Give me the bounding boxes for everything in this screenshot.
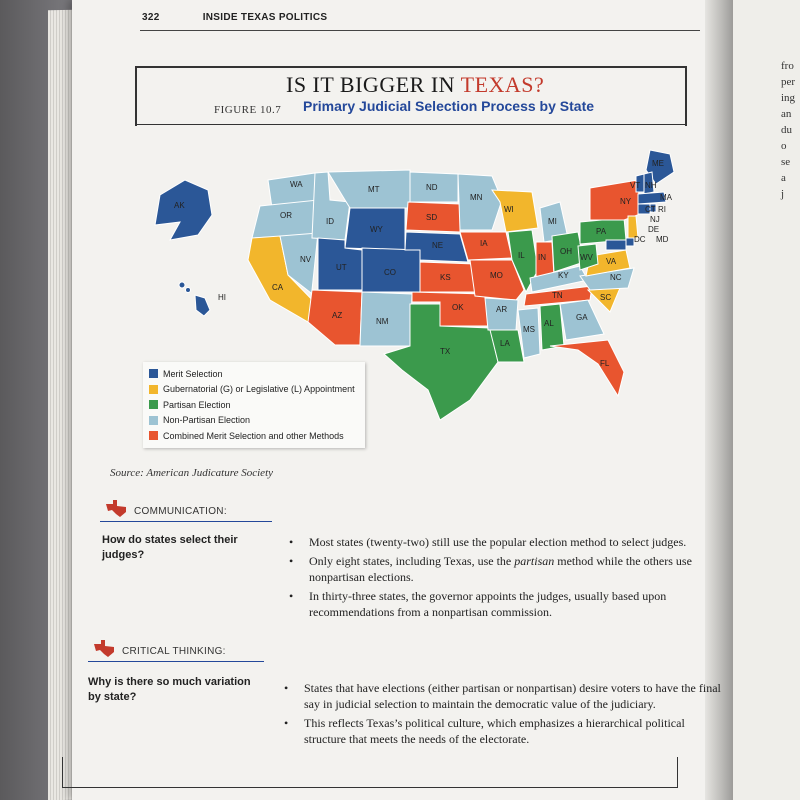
legend-swatch xyxy=(149,416,158,425)
state-label: WI xyxy=(504,205,514,214)
state-label: AK xyxy=(174,201,185,210)
facing-text: per xyxy=(781,76,796,88)
state-label: ME xyxy=(652,159,664,168)
state-label: TN xyxy=(552,291,563,300)
state-label: NY xyxy=(620,197,632,206)
state-label: CO xyxy=(384,268,396,277)
running-head xyxy=(142,12,327,23)
state-HI xyxy=(195,295,210,316)
figure-title-highlight: TEXAS? xyxy=(460,72,545,97)
state-label: MS xyxy=(523,325,535,334)
section-rule xyxy=(100,521,272,522)
state-label: CT xyxy=(645,205,656,214)
state-label: NH xyxy=(645,181,657,190)
state-label: NJ xyxy=(650,215,660,224)
state-label: SD xyxy=(426,213,438,222)
facing-page xyxy=(733,0,800,800)
state-AK xyxy=(155,180,212,240)
figure-source: Source: American Judicature Society xyxy=(110,467,274,479)
bullet-item xyxy=(309,553,709,585)
page-number: 322 xyxy=(142,12,160,23)
state-label: DC xyxy=(634,235,646,244)
section-rule xyxy=(88,661,264,662)
bullet-item: • This reflects Texas’s political culture, which emphasizes a hierarchical political structure that meets the needs of the electorate. xyxy=(304,715,724,747)
section-heading: COMMUNICATION: xyxy=(134,506,227,517)
state-HI-islands xyxy=(186,288,191,293)
state-label: DE xyxy=(648,225,660,234)
legend-item xyxy=(149,413,359,429)
state-label: WA xyxy=(290,180,303,189)
state-label: GA xyxy=(576,313,588,322)
state-label: HI xyxy=(218,293,226,302)
facing-text: j xyxy=(781,188,785,200)
state-label: IL xyxy=(518,251,525,260)
state-label: ND xyxy=(426,183,438,192)
facing-text: a xyxy=(781,172,786,184)
state-label: TX xyxy=(440,347,451,356)
state-label: WV xyxy=(580,253,593,262)
state-label: SC xyxy=(600,293,612,302)
legend-label: Combined Merit Selection and other Methods xyxy=(163,430,344,441)
state-label: MI xyxy=(548,217,557,226)
state-MN xyxy=(458,174,502,230)
bullet-list xyxy=(309,534,709,623)
state-label: NV xyxy=(300,255,312,264)
legend-swatch xyxy=(149,431,158,440)
legend-item xyxy=(149,366,359,382)
state-label: UT xyxy=(336,263,347,272)
figure-label: FIGURE 10.7 xyxy=(214,104,282,116)
state-label: AL xyxy=(544,319,554,328)
state-label: CA xyxy=(272,283,284,292)
facing-text: o xyxy=(781,140,787,152)
state-label: MN xyxy=(470,193,483,202)
legend-label: Partisan Election xyxy=(163,399,231,410)
legend-swatch xyxy=(149,369,158,378)
bullet-item: • In thirty-three states, the governor appoints the judges, usually based upon recommendations from a nonpartisan commission. xyxy=(309,588,709,620)
state-label: KY xyxy=(558,271,569,280)
state-label: NM xyxy=(376,317,389,326)
figure-title xyxy=(286,72,544,98)
state-label: OR xyxy=(280,211,292,220)
header-rule xyxy=(140,30,700,31)
legend-label: Non-Partisan Election xyxy=(163,415,251,426)
state-DE xyxy=(626,238,634,246)
texas-icon xyxy=(92,640,116,658)
bullet-text: method while the others use nonpartisan elections. xyxy=(309,554,692,584)
figure-frame-rule xyxy=(135,124,685,125)
state-HI-islands xyxy=(179,282,185,288)
legend-swatch xyxy=(149,400,158,409)
state-label: OH xyxy=(560,247,572,256)
section-heading: CRITICAL THINKING: xyxy=(122,646,226,657)
state-label: WY xyxy=(370,225,383,234)
section-question: Why is there so much variation by state? xyxy=(88,676,251,703)
state-label: KS xyxy=(440,273,451,282)
legend-label: Merit Selection xyxy=(163,368,223,379)
state-label: MT xyxy=(368,185,380,194)
figure-title-text: IS IT BIGGER IN xyxy=(286,72,461,97)
state-label: NE xyxy=(432,241,444,250)
state-label: AR xyxy=(496,305,508,314)
legend-label: Gubernatorial (G) or Legislative (L) Appointment xyxy=(163,384,355,395)
legend-item xyxy=(149,428,359,444)
state-label: MD xyxy=(656,235,669,244)
book-title: INSIDE TEXAS POLITICS xyxy=(202,12,328,23)
state-label: OK xyxy=(452,303,464,312)
figure-caption: Primary Judicial Selection Process by State xyxy=(303,98,595,114)
facing-text: an xyxy=(781,108,792,120)
bullet-text: Only eight states, including Texas, use the xyxy=(309,554,512,568)
state-label: FL xyxy=(600,359,610,368)
state-AR xyxy=(485,298,518,330)
state-label: AZ xyxy=(332,311,343,320)
facing-text: du xyxy=(781,124,792,136)
legend-swatch xyxy=(149,385,158,394)
state-label: MA xyxy=(660,193,672,202)
state-label: VA xyxy=(606,257,617,266)
texas-icon xyxy=(104,500,128,518)
bottom-frame xyxy=(62,757,678,788)
facing-text: fro xyxy=(781,60,794,72)
section-question: How do states select their judges? xyxy=(102,534,238,561)
bullet-item: • Most states (twenty-two) still use the popular election method to select judges. xyxy=(309,534,709,550)
state-label: MO xyxy=(490,271,503,280)
state-label: ID xyxy=(326,217,334,226)
legend-item xyxy=(149,397,359,413)
state-label: VT xyxy=(630,181,641,190)
state-label: NC xyxy=(610,273,622,282)
bullet-item: • States that have elections (either partisan or nonpartisan) desire voters to have the final say in judicial selection to maintain the democratic value of the judiciary. xyxy=(304,680,724,712)
facing-text: ing xyxy=(781,92,796,104)
legend-item xyxy=(149,382,359,398)
state-label: LA xyxy=(500,339,510,348)
state-label: IN xyxy=(538,253,546,262)
state-FL xyxy=(550,340,624,396)
bullet-list xyxy=(304,680,724,750)
map-legend xyxy=(143,362,365,448)
state-label: PA xyxy=(596,227,607,236)
state-label: RI xyxy=(658,205,666,214)
bullet-emphasis: partisan xyxy=(514,554,555,568)
state-WI xyxy=(492,190,538,232)
state-label: IA xyxy=(480,239,488,248)
state-MD xyxy=(606,240,626,250)
facing-text: se xyxy=(781,156,791,168)
